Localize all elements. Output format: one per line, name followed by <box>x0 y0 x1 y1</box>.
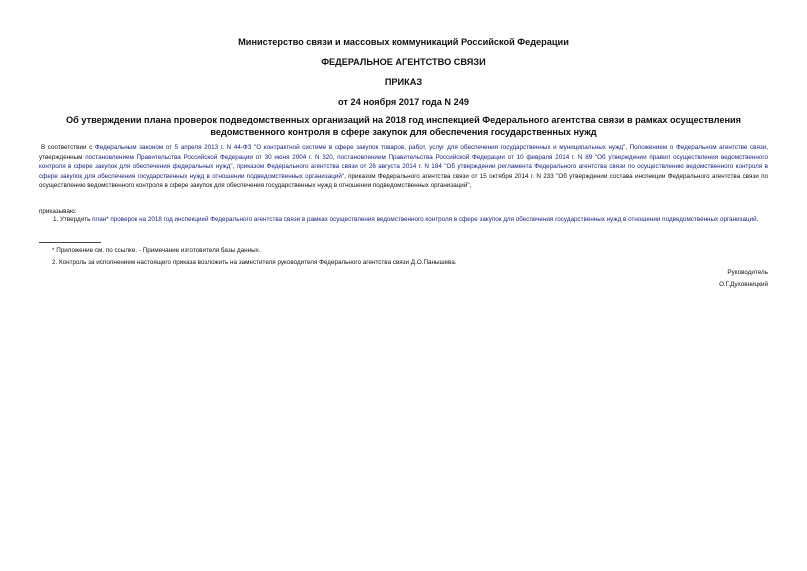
agency-regulation-link[interactable]: Положением о Федеральном агентстве связи <box>629 144 767 151</box>
preamble-paragraph <box>39 143 768 191</box>
footnote-separator <box>39 242 101 243</box>
item-2-paragraph: 2. Контроль за исполнением настоящего приказа возложить на заместителя руководителя Федерального агентства связи Д.О.Панышева. <box>52 259 457 266</box>
preamble-text: В соответствии с <box>41 144 95 151</box>
federal-law-link[interactable]: Федеральным законом от 5 апреля 2013 г. N 44-ФЗ "О контрактной системе в сфере закупок товаров, работ, услуг для обеспечения государственных и муниципальных нужд" <box>94 144 626 151</box>
item-1-prefix: 1. Утвердить <box>53 216 93 223</box>
document-date-number: от 24 ноября 2017 года N 249 <box>338 97 469 107</box>
ministry-heading: Министерство связи и массовых коммуникаций Российской Федерации <box>238 37 569 47</box>
preamble-text: , <box>332 153 338 161</box>
signature-name: О.Г.Духовницкий <box>719 281 768 288</box>
preamble-text: , <box>625 144 630 151</box>
item-1-paragraph <box>39 215 768 225</box>
signature-position: Руководитель <box>727 269 768 276</box>
order-word: приказываю: <box>39 208 77 215</box>
preamble-text: , приказом Федерального агентства связи от 15 октября 2014 г. N 233 "Об утверждении состава инспекции Федерального агентства связи по осуществлению ведомственного контроля в сфере закупок для обеспечения государственных нужд в отношении подведомственных организаций", <box>39 172 768 190</box>
preamble-text: , утвержденным <box>39 144 769 161</box>
footnote: * Приложение см. по ссылке. - Примечание изготовителя базы данных. <box>52 247 261 254</box>
document-type: ПРИКАЗ <box>384 77 423 87</box>
agency-heading: ФЕДЕРАЛЬНОЕ АГЕНТСТВО СВЯЗИ <box>321 57 486 67</box>
item-1-suffix: . <box>756 216 759 223</box>
resolution-320-link[interactable]: постановлением Правительства Российской Федерации от 30 июня 2004 г. N 320 <box>85 153 333 161</box>
order-184-link[interactable]: приказом Федерального агентства связи от 26 августа 2014 г. N 184 "Об утверждении регламента Федерального агентства связи по осуществлению ведомственного контроля в сфере закупок для обеспечения государственных нужд в отношении подведомственных организаций" <box>39 163 769 180</box>
preamble-text: , <box>232 163 237 171</box>
resolution-89-link[interactable]: постановлением Правительства Российской Федерации от 10 февраля 2014 г. N 89 "Об утверждении правил осуществления ведомственного контроля в сфере закупок для обеспечения федеральных нужд" <box>39 153 769 171</box>
document-title: Об утверждении плана проверок подведомственных организаций на 2018 год инспекцией Федерального агентства связи в рамках осуществления ведомственного контроля в сфере закупок для обеспечения государственных нужд <box>65 115 741 137</box>
inspection-plan-link[interactable]: план* проверок на 2018 год инспекцией Федерального агентства связи в рамках осуществления ведомственного контроля в сфере закупок для обеспечения государственных нужд в отношении подведомственных организаций <box>92 216 757 223</box>
